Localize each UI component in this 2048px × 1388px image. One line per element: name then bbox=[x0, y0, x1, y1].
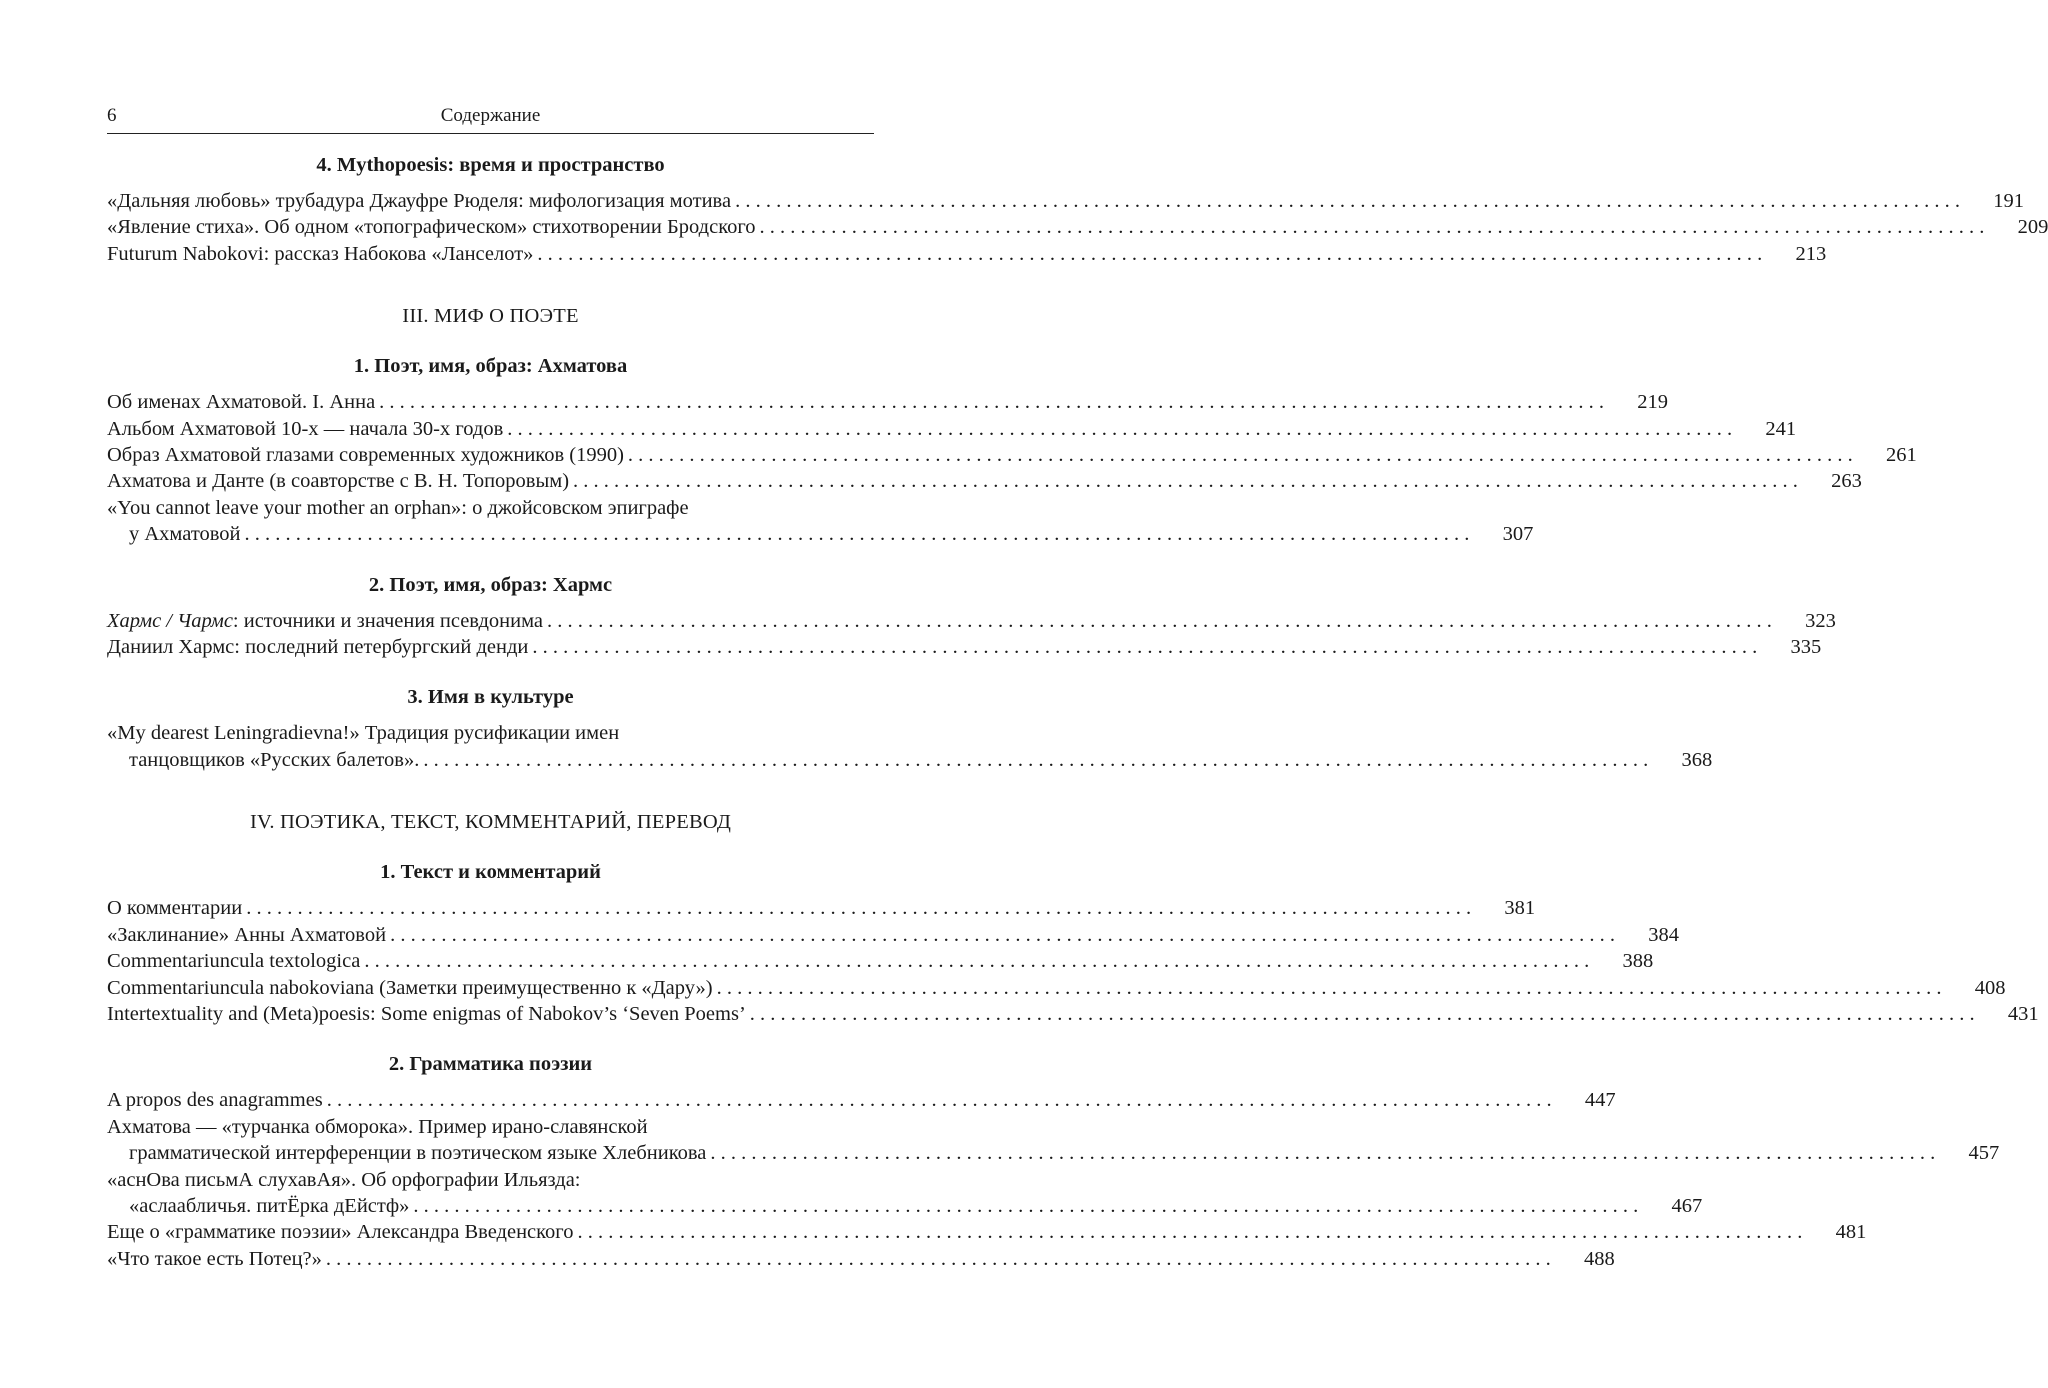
toc-entry[interactable]: Еще о «грамматике поэзии» Александра Введенского . . . 481 bbox=[107, 1219, 874, 1245]
page-ref: 368 bbox=[1681, 748, 1713, 771]
page-ref: 209 bbox=[2017, 216, 2048, 239]
leader-dots bbox=[322, 1246, 1551, 1272]
section-title: 2. Поэт, имя, образ: Хармс bbox=[368, 573, 613, 596]
page-ref: 467 bbox=[1671, 1194, 1703, 1217]
toc-entry[interactable]: Commentariuncula nabokoviana (Заметки преимущественно к «Дару») . . . 408 bbox=[107, 975, 874, 1001]
toc-entry[interactable]: Хармс / Чармс: источники и значения псевдонима . . . 323 bbox=[107, 608, 874, 634]
leader-dots bbox=[241, 521, 1470, 547]
toc-entry[interactable]: Ахматова и Данте (в соавторстве с В. Н. Топоровым) . . . 263 bbox=[107, 468, 874, 494]
toc-entry[interactable]: Альбом Ахматовой 10-х — начала 30-х годов . . . 241 bbox=[107, 416, 874, 442]
toc-entry[interactable]: Intertextuality and (Meta)poesis: Some enigmas of Nabokov’s ‘Seven Poems’ . . . 431 bbox=[107, 1001, 874, 1027]
section-title: 1. Поэт, имя, образ: Ахматова bbox=[353, 355, 628, 378]
toc-entry[interactable]: A propos des anagrammes . . . 447 bbox=[107, 1087, 874, 1113]
section-title: 1. Текст и комментарий bbox=[380, 861, 601, 884]
section-title: 2. Грамматика поэзии bbox=[388, 1053, 593, 1076]
toc-entry[interactable]: Даниил Хармс: последний петербургский денди . . . 335 bbox=[107, 634, 874, 660]
leader-dots bbox=[242, 895, 1471, 921]
page-ref: 431 bbox=[2007, 1002, 2039, 1025]
toc-entry[interactable]: «My dearest Leningradievna!» Традиция русификации имен танцовщиков «Русских балетов». . . . 368 bbox=[107, 720, 874, 773]
page-ref: 457 bbox=[1968, 1142, 2000, 1165]
leader-dots bbox=[624, 442, 1853, 468]
leader-dots bbox=[706, 1140, 1935, 1166]
toc-entry[interactable]: «Что такое есть Потец?» . . . 488 bbox=[107, 1246, 874, 1272]
page-ref: 488 bbox=[1584, 1247, 1615, 1270]
toc-entry[interactable]: «You cannot leave your mother an orphan»: о джойсовском эпиграфе у Ахматовой . . . 307 bbox=[107, 495, 874, 548]
toc-entry[interactable]: Futurum Nabokovi: рассказ Набокова «Ланселот» . . . 213 bbox=[107, 241, 874, 267]
leader-dots bbox=[386, 922, 1615, 948]
page-ref: 307 bbox=[1502, 523, 1534, 546]
leader-dots bbox=[528, 634, 1757, 660]
part-title: III. МИФ О ПОЭТЕ bbox=[402, 305, 579, 328]
leader-dots bbox=[360, 948, 1589, 974]
leader-dots bbox=[713, 975, 1942, 1001]
part-title: IV. ПОЭТИКА, ТЕКСТ, КОММЕНТАРИЙ, ПЕРЕВОД bbox=[249, 811, 732, 834]
toc-body bbox=[107, 152, 2048, 1272]
leader-dots bbox=[569, 468, 1798, 494]
leader-dots bbox=[503, 416, 1732, 442]
page-ref: 191 bbox=[1993, 190, 2024, 212]
leader-dots bbox=[409, 1193, 1638, 1219]
page-ref: 408 bbox=[1974, 976, 2006, 999]
leader-dots bbox=[731, 188, 1960, 214]
toc-entry[interactable]: О комментарии . . . 381 bbox=[107, 895, 874, 921]
toc-entry[interactable]: «Заклинание» Анны Ахматовой . . . 384 bbox=[107, 922, 874, 948]
page-ref: 261 bbox=[1886, 444, 1917, 467]
section-title: 4. Mythopoesis: время и пространство bbox=[316, 154, 665, 176]
toc-entry[interactable]: «Явление стиха». Об одном «топографическом» стихотворении Бродского . . . 209 bbox=[107, 214, 874, 240]
page-ref: 384 bbox=[1648, 923, 1679, 946]
section-title: 3. Имя в культуре bbox=[407, 686, 574, 709]
page-ref: 323 bbox=[1805, 609, 1836, 632]
toc-entry[interactable]: Образ Ахматовой глазами современных художников (1990) . . . 261 bbox=[107, 442, 874, 468]
page-ref: 481 bbox=[1835, 1221, 1867, 1244]
toc-entry[interactable]: «аснОва письмА слухавАя». Об орфографии Ильязда: «аслаабличья. питЁрка дЕйстф» . . . 467 bbox=[107, 1167, 874, 1220]
toc-entry[interactable]: Об именах Ахматовой. I. Анна . . . 219 bbox=[107, 389, 874, 415]
page-ref: 335 bbox=[1790, 636, 1822, 659]
leader-dots bbox=[323, 1087, 1552, 1113]
page-number: 6 bbox=[107, 105, 117, 126]
running-header bbox=[107, 104, 874, 134]
leader-dots bbox=[419, 747, 1648, 773]
page-ref: 241 bbox=[1765, 417, 1797, 440]
toc-entry[interactable]: «Дальняя любовь» трубадура Джауфре Рюделя: мифологизация мотива . . . 191 bbox=[107, 188, 874, 214]
page-ref: 381 bbox=[1504, 897, 1536, 920]
leader-dots bbox=[756, 214, 1985, 240]
page-ref: 447 bbox=[1584, 1089, 1616, 1112]
page-ref: 388 bbox=[1622, 950, 1654, 973]
running-title: Содержание bbox=[440, 105, 541, 126]
toc-entry[interactable]: Commentariuncula textologica . . . 388 bbox=[107, 948, 874, 974]
page-ref: 213 bbox=[1795, 242, 1827, 265]
leader-dots bbox=[543, 608, 1772, 634]
page-ref: 263 bbox=[1831, 470, 1862, 493]
leader-dots bbox=[375, 389, 1604, 415]
leader-dots bbox=[533, 241, 1762, 267]
leader-dots bbox=[746, 1001, 1975, 1027]
leader-dots bbox=[573, 1219, 1802, 1245]
toc-entry[interactable]: Ахматова — «турчанка обморока». Пример ирано-славянской грамматической интерференции в поэтическом языке Хлебникова . . . 457 bbox=[107, 1114, 874, 1167]
page-ref: 219 bbox=[1637, 391, 1669, 414]
